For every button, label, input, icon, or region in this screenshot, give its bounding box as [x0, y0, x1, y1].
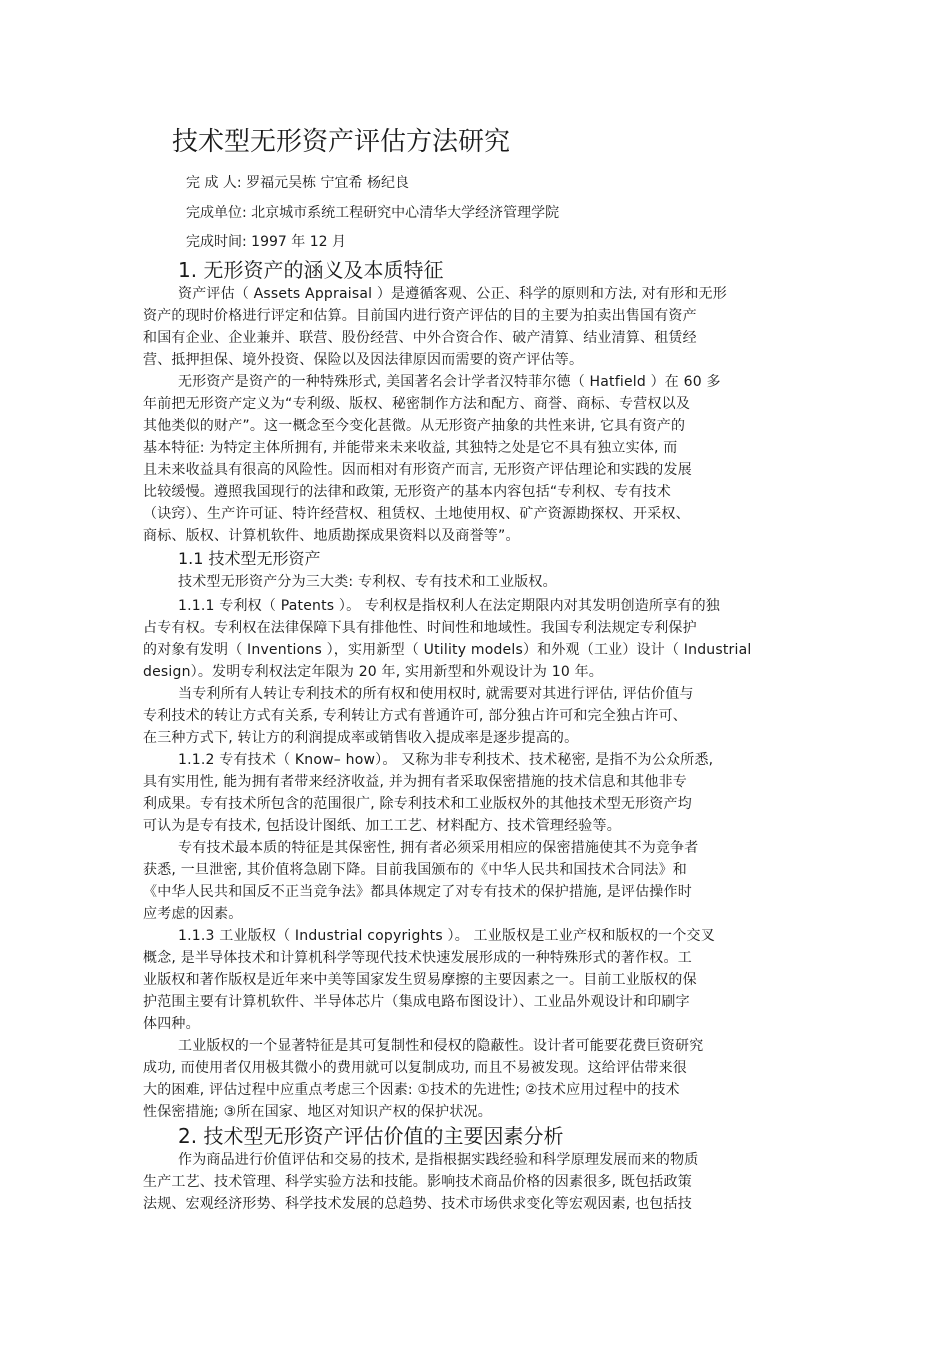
- paragraph-line: 无形资产是资产的一种特殊形式, 美国著名会计学者汉特菲尔德（ Hatfield ）在 60 多: [178, 374, 721, 390]
- paragraph-line: 1.1.1 专利权（ Patents ）。 专利权是指权利人在法定期限内对其发明创造所享有的独: [178, 598, 720, 614]
- paragraph-line: 概念, 是半导体技术和计算机科学等现代技术快速发展形成的一种特殊形式的著作权。工: [143, 950, 692, 966]
- paragraph-line: 工业版权的一个显著特征是其可复制性和侵权的隐蔽性。设计者可能要花费巨资研究: [178, 1038, 704, 1054]
- institution-line: 完成单位: 北京城市系统工程研究中心清华大学经济管理学院: [186, 205, 560, 221]
- paragraph-line: 具有实用性, 能为拥有者带来经济收益, 并为拥有者采取保密措施的技术信息和其他非专: [143, 774, 687, 790]
- paragraph-line: 商标、版权、计算机软件、地质勘探成果资料以及商誉等”。: [143, 528, 520, 544]
- section-2-heading: 2. 技术型无形资产评估价值的主要因素分析: [178, 1124, 564, 1148]
- paragraph-line: 占专有权。专利权在法律保障下具有排他性、时间性和地域性。我国专利法规定专利保护: [143, 620, 697, 636]
- paragraph-line: 可认为是专有技术, 包括设计图纸、加工工艺、材料配方、技术管理经验等。: [143, 818, 621, 834]
- paragraph-line: 生产工艺、技术管理、科学实验方法和技能。影响技术商品价格的因素很多, 既包括政策: [143, 1174, 692, 1190]
- page-title: 技术型无形资产评估方法研究: [172, 127, 511, 157]
- paragraph-line: 营、抵押担保、境外投资、保险以及因法律原因而需要的资产评估等。: [143, 352, 584, 368]
- paragraph-line: 且未来收益具有很高的风险性。因而相对有形资产而言, 无形资产评估理论和实践的发展: [143, 462, 692, 478]
- paragraph-line: 作为商品进行价值评估和交易的技术, 是指根据实践经验和科学原理发展而来的物质: [178, 1152, 699, 1168]
- date-line: 完成时间: 1997 年 12 月: [186, 234, 346, 250]
- paragraph-line: 获悉, 一旦泄密, 其价值将急剧下降。目前我国颁布的《中华人民共和国技术合同法》和: [143, 862, 687, 878]
- paragraph-line: 1.1.3 工业版权（ Industrial copyrights ）。 工业版权是工业产权和版权的一个交叉: [178, 928, 715, 944]
- paragraph-line: 当专利所有人转让专利技术的所有权和使用权时, 就需要对其进行评估, 评估价值与: [178, 686, 694, 702]
- section-1-1-heading: 1.1 技术型无形资产: [178, 549, 321, 568]
- paragraph-line: 利成果。专有技术所包含的范围很广, 除专利技术和工业版权外的其他技术型无形资产均: [143, 796, 692, 812]
- paragraph-line: 性保密措施; ③所在国家、地区对知识产权的保护状况。: [143, 1104, 492, 1120]
- paragraph-line: 护范围主要有计算机软件、半导体芯片（集成电路布图设计）、工业品外观设计和印刷字: [143, 994, 690, 1010]
- paragraph-line: 体四种。: [143, 1016, 200, 1032]
- paragraph-line: 专利技术的转让方式有关系, 专利转让方式有普通许可, 部分独占许可和完全独占许可、: [143, 708, 687, 724]
- paragraph-line: 在三种方式下, 转让方的利润提成率或销售收入提成率是逐步提高的。: [143, 730, 579, 746]
- paragraph-line: 《中华人民共和国反不正当竞争法》都具体规定了对专有技术的保护措施, 是评估操作时: [143, 884, 692, 900]
- paragraph-line: 资产评估（ Assets Appraisal ）是遵循客观、公正、科学的原则和方法, 对有形和无形: [178, 286, 727, 302]
- paragraph-line: 和国有企业、企业兼并、联营、股份经营、中外合资合作、破产清算、结业清算、租赁经: [143, 330, 697, 346]
- paragraph-line: 技术型无形资产分为三大类: 专利权、专有技术和工业版权。: [178, 574, 557, 590]
- paragraph-line: 的对象有发明（ Inventions ），实用新型（ Utility models）和外观（工业）设计（ Industrial: [143, 642, 752, 658]
- section-1-heading: 1. 无形资产的涵义及本质特征: [178, 258, 444, 282]
- paragraph-line: 比较缓慢。遵照我国现行的法律和政策, 无形资产的基本内容包括“专利权、专有技术: [143, 484, 671, 500]
- paragraph-line: 其他类似的财产”。这一概念至今变化甚微。从无形资产抽象的共性来讲, 它具有资产的: [143, 418, 686, 434]
- paragraph-line: 资产的现时价格进行评定和估算。目前国内进行资产评估的目的主要为拍卖出售国有资产: [143, 308, 697, 324]
- paragraph-line: 基本特征: 为特定主体所拥有, 并能带来未来收益, 其独特之处是它不具有独立实体, 而: [143, 440, 678, 456]
- paragraph-line: 大的困难, 评估过程中应重点考虑三个因素: ①技术的先进性; ②技术应用过程中的技术: [143, 1082, 680, 1098]
- paragraph-line: 业版权和著作版权是近年来中美等国家发生贸易摩擦的主要因素之一。目前工业版权的保: [143, 972, 697, 988]
- paragraph-line: （诀窍）、生产许可证、特许经营权、租赁权、土地使用权、矿产资源勘探权、开采权、: [143, 506, 690, 522]
- authors-line: 完 成 人: 罗福元吴栋 宁宜希 杨纪良: [186, 175, 409, 191]
- paragraph-line: 年前把无形资产定义为“专利级、版权、秘密制作方法和配方、商誉、商标、专营权以及: [143, 396, 691, 412]
- paragraph-line: 应考虑的因素。: [143, 906, 243, 922]
- paragraph-line: 1.1.2 专有技术（ Know– how）。 又称为非专利技术、技术秘密, 是指不为公众所悉,: [178, 752, 714, 768]
- paragraph-line: 成功, 而使用者仅用极其微小的费用就可以复制成功, 而且不易被发现。这给评估带来很: [143, 1060, 687, 1076]
- paragraph-line: 专有技术最本质的特征是其保密性, 拥有者必须采用相应的保密措施使其不为竞争者: [178, 840, 699, 856]
- paragraph-line: 法规、宏观经济形势、科学技术发展的总趋势、技术市场供求变化等宏观因素, 也包括技: [143, 1196, 692, 1212]
- paragraph-line: design）。发明专利权法定年限为 20 年, 实用新型和外观设计为 10 年。: [143, 664, 603, 680]
